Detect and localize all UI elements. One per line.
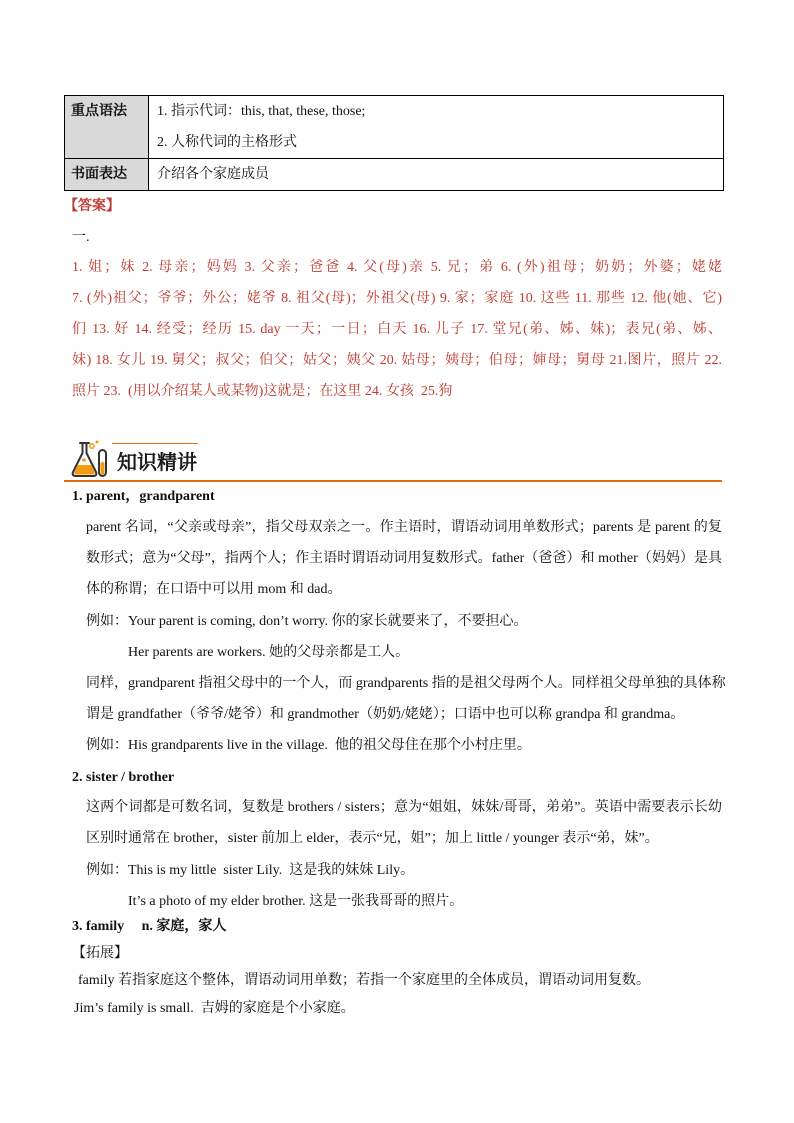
answer-line-4: 妹) 18. 女儿 19. 舅父；叔父；伯父；姑父；姨父 20. 姑母；姨母；伯母；婶母；舅母 21.图片，照片 22. bbox=[72, 353, 722, 368]
answer-line-1: 1. 姐；妹 2. 母亲；妈妈 3. 父亲；爸爸 4. 父(母)亲 5. 兄；弟 6. (外)祖母；奶奶；外婆；姥姥 bbox=[72, 260, 722, 275]
point-2-line: 区别时通常在 brother，sister 前加上 elder，表示“兄，姐”；加上 little / younger 表示“弟，妹”。 bbox=[86, 831, 659, 846]
table-row-key-grammar bbox=[65, 96, 724, 159]
section-top-line bbox=[112, 443, 198, 444]
section-title: 知识精讲 bbox=[117, 452, 197, 474]
lab-flask-icon bbox=[68, 438, 110, 480]
point-1-line: 谓是 grandfather（爷爷/姥爷）和 grandmother（奶奶/姥姥）；口语中也可以称 grandpa 和 grandma。 bbox=[86, 707, 685, 722]
point-2-line: 这两个词都是可数名词，复数是 brothers / sisters；意为“姐姐，妹妹/哥哥，弟弟”。英语中需要表示长幼 bbox=[86, 800, 722, 815]
point-2-heading: 2. sister / brother bbox=[72, 770, 175, 785]
bubble-2 bbox=[90, 444, 94, 448]
grammar-point-1: 1. 指示代词：this, that, these, those; bbox=[157, 104, 366, 119]
point-2-example: 例如：This is my little sister Lily. 这是我的妹妹 Lily。 bbox=[86, 863, 415, 878]
table-value-writing: 介绍各个家庭成员 bbox=[149, 159, 724, 191]
point-1-line: 体的称谓；在口语中可以用 mom 和 dad。 bbox=[86, 582, 342, 597]
point-1-example: 例如：Your parent is coming, don’t worry. 你的家长就要来了，不要担心。 bbox=[86, 614, 528, 629]
answer-line-5: 照片 23. (用以介绍某人或某物)这就是；在这里 24. 女孩 25.狗 bbox=[72, 384, 453, 399]
point-1-heading: 1. parent，grandparent bbox=[72, 489, 215, 504]
grammar-point-2: 2. 人称代词的主格形式 bbox=[157, 135, 297, 150]
point-1-line: 数形式；意为“父母”，指两个人；作主语时谓语动词用复数形式。father（爸爸）和 mother（妈妈）是具 bbox=[86, 551, 722, 566]
point-2-example: It’s a photo of my elder brother. 这是一张我哥哥的照片。 bbox=[128, 894, 464, 909]
answer-line-3: 们 13. 好 14. 经受；经历 15. day 一天；一日；白天 16. 儿子 17. 堂兄(弟、姊、妹)；表兄(弟、姊、 bbox=[72, 322, 722, 337]
bubble-3 bbox=[96, 441, 99, 444]
section-divider bbox=[64, 480, 722, 482]
bubble-1 bbox=[82, 458, 86, 462]
table-value-key-grammar bbox=[149, 96, 724, 159]
point-3-example: Jim’s family is small. 吉姆的家庭是个小家庭。 bbox=[74, 1001, 355, 1016]
point-3-extension-label: 【拓展】 bbox=[72, 946, 128, 961]
table-label-key-grammar: 重点语法 bbox=[65, 96, 149, 159]
table-label-writing: 书面表达 bbox=[65, 159, 149, 191]
flask-liquid bbox=[74, 465, 95, 475]
point-1-example: 例如：His grandparents live in the village. 他的祖父母住在那个小村庄里。 bbox=[86, 738, 531, 753]
point-1-line: 同样，grandparent 指祖父母中的一个人，而 grandparents 指的是祖父母两个人。同样祖父母单独的具体称 bbox=[86, 676, 726, 691]
point-3-line: family 若指家庭这个整体，谓语动词用单数；若指一个家庭里的全体成员，谓语动词用复数。 bbox=[78, 973, 651, 988]
point-1-example: Her parents are workers. 她的父母亲都是工人。 bbox=[128, 645, 410, 660]
point-1-line: parent 名词，“父亲或母亲”，指父母双亲之一。作主语时，谓语动词用单数形式；parents 是 parent 的复 bbox=[86, 520, 722, 535]
test-tube-liquid bbox=[101, 462, 105, 475]
lesson-summary-table bbox=[64, 95, 724, 191]
answer-line-2: 7. (外)祖父；爷爷；外公；姥爷 8. 祖父(母)；外祖父(母) 9. 家；家庭 10. 这些 11. 那些 12. 他(她、它) bbox=[72, 291, 722, 306]
answer-heading: 【答案】 bbox=[64, 199, 120, 214]
answer-part-label: 一. bbox=[72, 230, 90, 245]
point-3-heading: 3. family n. 家庭，家人 bbox=[72, 919, 227, 934]
table-row-writing bbox=[65, 159, 724, 191]
